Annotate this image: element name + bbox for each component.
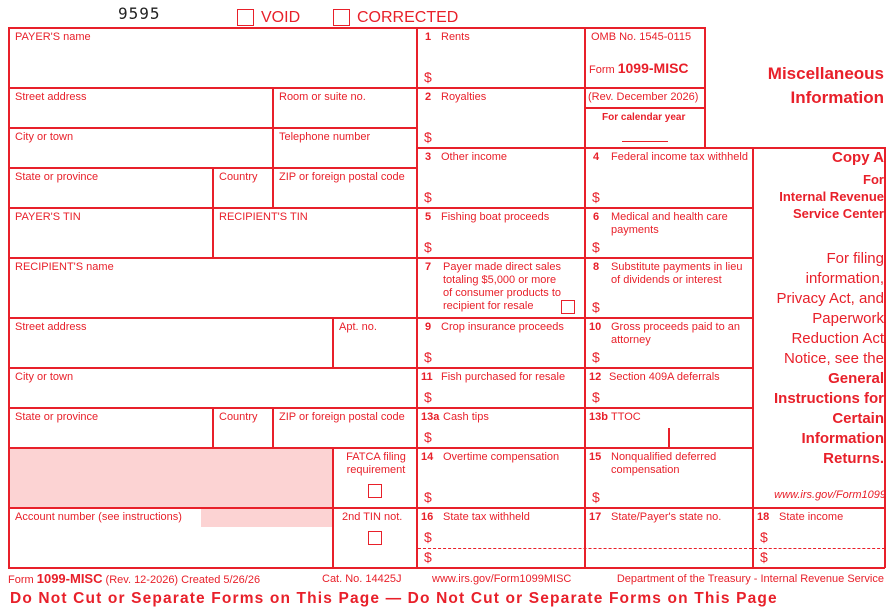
box14-num: 14 — [421, 451, 434, 463]
hline-m447 — [416, 447, 754, 449]
vline-213 — [212, 167, 214, 258]
vline-333b — [332, 447, 334, 568]
box3-label — [425, 151, 507, 164]
box8-text: Substitute payments in lieu of dividends or interest — [611, 261, 743, 286]
box6-text: Medical and health care payments — [611, 211, 728, 236]
shaded-area-fatca — [10, 449, 332, 507]
box4-text: Federal income tax withheld — [611, 151, 748, 163]
recipient-name-label: RECIPIENT'S name — [15, 261, 114, 273]
footer-form — [8, 572, 260, 587]
box13a-label — [421, 411, 489, 424]
corrected-checkbox[interactable] — [333, 9, 350, 26]
box12-num: 12 — [589, 371, 602, 383]
general-4: Information — [801, 430, 884, 447]
vline-753 — [752, 147, 754, 568]
box2-text: Royalties — [441, 91, 487, 103]
box18-text: State income — [779, 511, 844, 523]
box11-num: 11 — [421, 371, 433, 383]
vline-213b — [212, 407, 214, 448]
box3-dollar: $ — [424, 189, 432, 205]
side-title-1: Miscellaneous — [767, 64, 884, 83]
dash-18 — [754, 548, 885, 549]
omb-form-name — [589, 62, 689, 77]
payer-city-label: City or town — [15, 131, 74, 143]
box12-dollar: $ — [592, 389, 600, 405]
general-1: General — [828, 370, 884, 387]
footer-form-prefix: Form — [8, 574, 34, 586]
general-5: Returns. — [823, 450, 884, 467]
footer-rev: (Rev. 12-2026) — [105, 574, 179, 586]
footer-url[interactable]: www.irs.gov/Form1099MISC — [432, 573, 572, 585]
box9-dollar: $ — [424, 349, 432, 365]
box16-dollar-2: $ — [424, 549, 432, 565]
box10-text: Gross proceeds paid to an attorney — [611, 321, 741, 346]
box9-label — [425, 321, 564, 334]
box2-num: 2 — [425, 91, 432, 103]
box18-dollar-1: $ — [760, 529, 768, 545]
box13b-label — [589, 411, 641, 424]
box7-text: Payer made direct sales totaling $5,000 or more of consumer products to recipient for resale — [443, 261, 562, 312]
payer-country-label: Country — [219, 171, 258, 183]
box6-num: 6 — [593, 211, 600, 223]
box14-text: Overtime compensation — [443, 451, 560, 463]
box2-dollar: $ — [424, 129, 432, 145]
void-label: VOID — [261, 9, 301, 26]
omb-form-code: 1099-MISC — [617, 60, 689, 76]
copy-for: For — [863, 172, 884, 187]
filing-3: Privacy Act, and — [776, 290, 884, 307]
second-tin-label: 2nd TIN not. — [342, 511, 403, 523]
box3-num: 3 — [425, 151, 432, 163]
box18-num: 18 — [757, 511, 770, 523]
box5-dollar: $ — [424, 239, 432, 255]
calyear-underline — [622, 141, 668, 142]
hline-l367 — [8, 367, 418, 369]
box6-dollar: $ — [592, 239, 600, 255]
box10-num: 10 — [589, 321, 602, 333]
box13a-text: Cash tips — [443, 411, 489, 423]
general-2: Instructions for — [773, 390, 884, 407]
general-3: Certain — [832, 410, 884, 427]
hline-m367 — [416, 367, 754, 369]
box16-num: 16 — [421, 511, 434, 523]
box5-label — [425, 211, 549, 224]
box11-label — [421, 371, 565, 384]
recipient-apt-label: Apt. no. — [339, 321, 377, 333]
corrected-label: CORRECTED — [357, 9, 459, 26]
box1-label — [425, 31, 470, 44]
box9-text: Crop insurance proceeds — [441, 321, 564, 333]
hline-l127 — [8, 127, 418, 129]
box14-dollar: $ — [424, 489, 432, 505]
frame-right-mid — [884, 147, 886, 568]
footer-cat: Cat. No. 14425J — [322, 573, 402, 585]
copy-irs-2: Service Center — [792, 206, 884, 221]
omb-number: OMB No. 1545-0115 — [591, 31, 692, 43]
payer-phone-label: Telephone number — [279, 131, 371, 143]
payer-room-label: Room or suite no. — [279, 91, 366, 103]
dash-16 — [418, 548, 752, 549]
side-title-2: Information — [790, 88, 884, 107]
payer-zip-label: ZIP or foreign postal code — [279, 171, 405, 183]
calendar-year-label: For calendar year — [602, 112, 686, 123]
box15-text: Nonqualified deferred compensation — [611, 451, 717, 476]
box11-text: Fish purchased for resale — [441, 371, 566, 383]
hline-l87 — [8, 87, 418, 89]
recipient-country-label: Country — [219, 411, 258, 423]
payer-tin-label: PAYER'S TIN — [15, 211, 81, 223]
box12-label — [589, 371, 720, 384]
footer-created: Created 5/26/26 — [181, 574, 261, 586]
hline-m317 — [416, 317, 754, 319]
hline-m507 — [416, 507, 886, 509]
vline-273c — [272, 407, 274, 448]
vline-273b — [272, 167, 274, 208]
ttoc-tick — [668, 428, 670, 447]
filing-5: Reduction Act — [791, 330, 884, 347]
box9-num: 9 — [425, 321, 432, 333]
box17-num: 17 — [589, 511, 602, 523]
frame-top-left — [8, 27, 705, 29]
box4-num: 4 — [593, 151, 600, 163]
box13b-num: 13b — [589, 411, 608, 423]
footer-dept: Department of the Treasury - Internal Revenue Service — [616, 573, 884, 585]
box17-label — [589, 511, 721, 524]
box18-dollar-2: $ — [760, 549, 768, 565]
box16-text: State tax withheld — [443, 511, 530, 523]
box7-num: 7 — [425, 261, 432, 273]
filing-6: Notice, see the — [783, 350, 884, 367]
payer-name-label: PAYER'S name — [15, 31, 91, 43]
fatca-label: FATCA filing requirement — [346, 451, 406, 476]
box13a-dollar: $ — [424, 429, 432, 445]
box13b-text: TTOC — [611, 411, 641, 423]
box15-dollar: $ — [592, 489, 600, 505]
shaded-area-account — [201, 509, 332, 527]
hline-omb2 — [584, 107, 705, 109]
box1-dollar: $ — [424, 69, 432, 85]
hline-m407 — [416, 407, 754, 409]
box1-text: Rents — [441, 31, 470, 43]
fatca-checkbox[interactable] — [368, 484, 382, 498]
footer-form-code: 1099-MISC — [36, 571, 103, 586]
side-url[interactable]: www.irs.gov/Form1099 — [774, 489, 886, 501]
form-code: 9595 — [118, 4, 161, 23]
recipient-city-label: City or town — [15, 371, 74, 383]
box11-dollar: $ — [424, 389, 432, 405]
box17-text: State/Payer's state no. — [611, 511, 722, 523]
box16-label — [421, 511, 530, 524]
box4-dollar: $ — [592, 189, 600, 205]
box5-text: Fishing boat proceeds — [441, 211, 550, 223]
box8-dollar: $ — [592, 299, 600, 315]
account-label: Account number (see instructions) — [15, 511, 182, 523]
box16-dollar-1: $ — [424, 529, 432, 545]
box15-num: 15 — [589, 451, 602, 463]
vline-417 — [416, 27, 418, 568]
filing-2: information, — [805, 270, 884, 287]
payer-state-label: State or province — [15, 171, 99, 183]
vline-333 — [332, 317, 334, 368]
box8-num: 8 — [593, 261, 600, 273]
recipient-street-label: Street address — [15, 321, 87, 333]
hline-m207 — [416, 207, 754, 209]
box1-num: 1 — [425, 31, 432, 43]
hline-omb1 — [584, 87, 705, 89]
box12-text: Section 409A deferrals — [609, 371, 720, 383]
recipient-state-label: State or province — [15, 411, 99, 423]
filing-1: For filing — [826, 250, 884, 267]
omb-form-prefix: Form — [589, 64, 615, 76]
hline-m147 — [416, 147, 586, 149]
box18-label — [757, 511, 843, 524]
box14-label — [421, 451, 559, 464]
filing-4: Paperwork — [812, 310, 884, 327]
box3-text: Other income — [441, 151, 508, 163]
hline-m257 — [416, 257, 754, 259]
box10-dollar: $ — [592, 349, 600, 365]
box2-label — [425, 91, 486, 104]
box5-num: 5 — [425, 211, 432, 223]
hline-l317 — [8, 317, 418, 319]
void-checkbox[interactable] — [237, 9, 254, 26]
second-tin-checkbox[interactable] — [368, 531, 382, 545]
recipient-zip-label: ZIP or foreign postal code — [279, 411, 405, 423]
copy-irs-1: Internal Revenue — [779, 189, 884, 204]
omb-rev: (Rev. December 2026) — [588, 91, 699, 103]
payer-street-label: Street address — [15, 91, 87, 103]
box13a-num: 13a — [421, 411, 440, 423]
box7-checkbox[interactable] — [561, 300, 575, 314]
recipient-tin-label: RECIPIENT'S TIN — [219, 211, 308, 223]
footer-warning: Do Not Cut or Separate Forms on This Page — Do Not Cut or Separate Forms on This Page — [10, 590, 778, 607]
vline-273a — [272, 87, 274, 168]
hline-m87 — [416, 87, 586, 89]
copy-a: Copy A — [832, 149, 884, 166]
